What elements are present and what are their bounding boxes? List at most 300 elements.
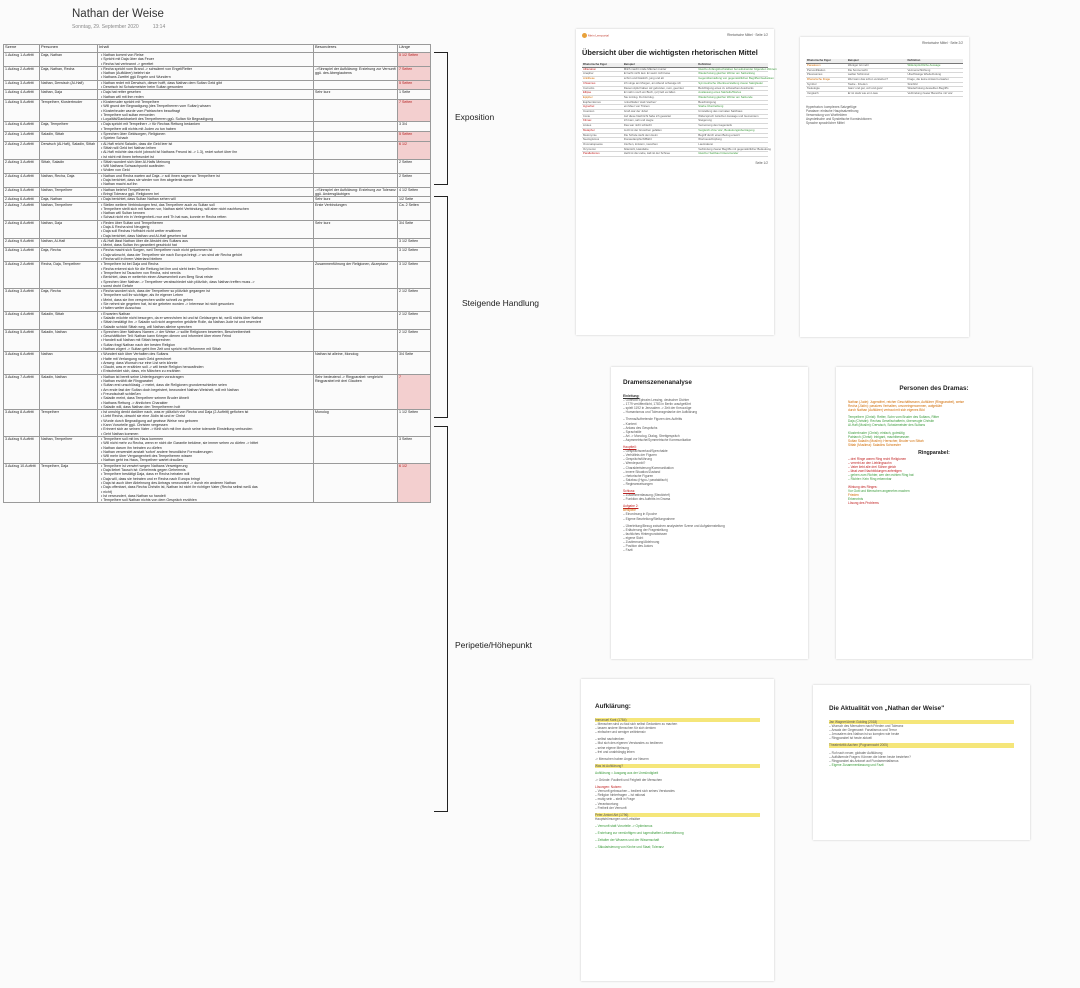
special-cell [314,289,398,311]
logo-icon [582,33,587,38]
table-row[interactable] [4,132,431,142]
scene-cell: 2.Aufzug 2.Auftritt [4,141,40,159]
text-line: – innere Situation/Zustand [623,469,661,474]
content-bullet: • Daja soll Rechas Hoffnicht nicht weiter erwähnen [101,229,312,233]
mini-cell: Weniger ist mehr [847,63,907,68]
thumbnail-stilmittel-page2[interactable] [800,37,969,337]
content-bullet: • Loyalität/Dankbarkeit des Tempelherren ggü. Sultan für Begnadigung [101,117,312,121]
text-line: – Charakterisierung/Kommunikation [623,465,674,470]
table-row[interactable] [4,66,431,80]
content-cell [98,238,314,248]
scene-cell: 2.Aufzug 9.Auftritt [4,238,40,248]
mini-table-row [582,152,768,157]
content-bullet: • Sprechen über Geldsorgen, Religionen [101,132,312,136]
content-bullet: • Nathan ist bereit seine Unterlegungen vorzutragen [101,375,312,379]
content-bullet: • Meint, dass sie ihm versprechen wollte schnell zu gehen [101,298,312,302]
text-line: – fachliches Hintergrundwissen [623,531,668,536]
content-bullet: • Wollen von Geld [101,168,312,172]
content-bullet: • Daja spricht mit Tempelherr -> für Rechas Rettung bedanken [101,122,312,126]
content-bullet: • Daja berichtet, dass Nathan und Al-Hafi gesehen hat [101,234,312,238]
content-bullet: • Sultan erst unschlüssig -> meint, dass die Religionen grundverschieden seien [101,383,312,387]
mini-table-row [806,92,963,97]
content-bullet: • Sittah will Geld bei Nathan leihen [101,146,312,150]
persons-cell: Nathan, Daja [40,220,98,238]
content-bullet: • Nathans Rettung -> ähnlichen Charakter [101,401,312,405]
note-title[interactable]: Nathan der Weise [72,8,164,20]
scene-cell: 2.Aufzug 6.Auftritt [4,197,40,202]
mini-column-header: Definition [697,63,768,67]
text-line: – Menschen sind zu faul sich selbst Gedanken zu machen [595,722,678,727]
table-row[interactable] [4,53,431,67]
text-line: Immanuel Kant (1784) [595,718,760,722]
text-line: – Aufklärende Fragen: Können die Ideen heute bestehen? [829,754,911,759]
content-bullet: • Will grund der Begnadigung (des Tempelherren vom Sultan) wissen [101,104,312,108]
content-bullet: • Will mehr über Vergangenheit des Tempelherren wissen [101,454,312,458]
mini-cell: Jetzt ist der Groschen gefallen [623,128,697,133]
content-bullet: • Recha wundert sich, dass der Tempelherr so plötzlich gegangen ist [101,289,312,293]
length-cell: 3/4 Seite [398,352,431,374]
text-line: Theaterkritik Aachen (Pogromnacht 2005) [829,743,1014,747]
persons-cell: Saladin, Sittah [40,132,98,142]
special-cell [314,238,398,248]
table-row[interactable] [4,99,431,121]
bullet-line: Parataxe: einfache Hauptsatzreihung [806,108,859,113]
content-bullet: • Am ende fast der Sultan doch begeistert, bewundert Nathan Weisheit, will mit Nathan [101,388,312,392]
content-bullet: • Daja ist auch über Ablehnung des Antrags verwundert -> durch ein anderen Nathan [101,481,312,485]
column-header: Inhalt [98,45,314,53]
scene-cell: 3.Aufzug 10.Auftritt [4,463,40,503]
bullet-line: Verwendung von Wortfeldern [806,112,848,117]
text-line: – Wunsch des Menschen nach Frieden und Toleranz [829,724,904,729]
mini-cell: Wiederholung desselben Begriffs [906,87,963,92]
content-bullet: • sonst droht Gefahr [101,284,312,288]
special-cell [314,463,398,503]
thumbnail-stilmittel-page1[interactable] [576,29,777,335]
text-line: – Regieanweisungen [623,481,653,486]
text-line: – Einordnung in Epoche [623,512,658,517]
special-cell: Sehr kurz [314,197,398,202]
persons-cell: Nathan, Recha, Daja [40,173,98,187]
scene-cell: 3.Aufzug 4.Auftritt [4,311,40,329]
text-line: Hauptteil: [623,445,637,450]
scene-cell: 1.Aufzug 2.Auftritt [4,66,40,80]
content-cell [98,289,314,311]
content-bullet: • Tempelherr ist bei Daja und Recha [101,262,312,266]
length-cell: 2 1/2 Seiten [398,329,431,351]
special-cell [314,132,398,142]
length-cell: 5 Seiten [398,132,431,142]
thumbnail-aktualitaet[interactable] [813,685,1030,840]
text-line: – Säkularisierung von Kirche und Staat; Toleranz [595,845,664,850]
scene-cell: 2.Aufzug 7.Auftritt [4,202,40,220]
content-cell [98,173,314,187]
special-cell [314,122,398,132]
phase-label-exposition: Exposition [455,112,495,122]
text-line: – Ringparabel als Antwort auf Fundamentalismus [829,758,899,763]
text-line: -> Menschen haben Angst vor Neuem [595,756,649,761]
scene-cell: 2.Aufzug 8.Auftritt [4,220,40,238]
text-line: Ringparabel: [918,449,950,456]
content-bullet: • Recha spricht vom Brand -> schwärmt von Engel/Retter [101,67,312,71]
mini-cell: Rhetorische Frage [806,77,847,82]
scene-table[interactable] [3,44,431,503]
content-bullet: • Derwisch ist Schatzmeister beim Sultan geworden [101,85,312,89]
mini-cell: Wiederholung gleicher Wörter am Satzende [697,95,768,100]
text-line: – Verantwortung [595,801,619,806]
content-bullet: • Halten weiter Ausschau [101,306,312,310]
table-row[interactable] [4,374,431,409]
stilmittel-header-right: Rhetorische Mittel · Seite 1/2 [727,33,768,37]
content-cell [98,53,314,67]
content-bullet: • Tempelherr stellt sich mit Namen vor, Nathan sieht Verbindung, will aber nicht nachforschen [101,207,312,211]
text-line: – gehen zum Richter, wer den echten Ring hat [848,473,914,478]
text-line: – Zusammenfassung (Steckbrief) [623,493,670,498]
text-line: -> Gründe: Faulheit und Feigheit der Menschen [595,778,663,783]
content-cell [98,352,314,374]
table-row[interactable] [4,220,431,238]
mini-cell: Wiederholung gleicher Wörter am Satzanfang [697,72,768,77]
table-row[interactable] [4,122,431,132]
text-line: – Erläuterung der Fragestellung [623,527,668,532]
content-bullet: • Nathan verwendet anstatt 'sofort' andere freundliche Formulierungen [101,450,312,454]
mini-cell: Sinnbild [906,82,963,87]
content-bullet: • Erinnert sich an seinen Vater -> fühlt sich mit ihm durch seine tolerante Einstellung verbunden [101,427,312,431]
length-cell: 2 1/2 Seiten [398,289,431,311]
mini-cell: Überflüssige Wiederholung [906,73,963,78]
text-line: – Position des Autors [623,544,653,549]
scene-cell: 3.Aufzug 7.Auftritt [4,374,40,409]
content-bullet: • Geht Nathan kommen [101,432,312,436]
scene-cell: 1.Aufzug 3.Auftritt [4,80,40,90]
content-cell [98,66,314,80]
content-bullet: • Recha will in ihrem Vaterland bleiben [101,257,312,261]
thumbnail-dramenszenenanalyse[interactable] [611,367,808,659]
text-line: – lässt zwei Nachbildungen anfertigen [848,469,902,474]
content-cell [98,159,314,173]
text-line: – lassen andere Menschen für sich denken [595,726,656,731]
text-line: – 1779 veröffentlicht, 1783 in Berlin uraufgeführt [623,402,691,407]
text-line: – drei Ringe waren Ring recht Religionen [848,456,907,461]
table-row[interactable] [4,80,431,90]
content-bullet: • Nathan redet mit Derwisch, dieser hofft, dass Nathan dem Sultan Geld gibt [101,81,312,85]
special-cell [314,99,398,121]
persons-cell: Nathan, Tempelherr [40,436,98,463]
exposition-bracket [434,52,448,185]
content-bullet: • Anweg: dass Wunsch nur eine List sein könnte [101,361,312,365]
content-bullet: • Glaubt, was er erzählen soll -> will beste Religion herausfinden [101,365,312,369]
content-bullet: • Schaut nicht ein in Verlegenheit->nur weil Th hat was, konnte er Recha retten [101,215,312,219]
length-cell: 5 1/2 Seiten [398,53,431,67]
table-row[interactable] [4,90,431,100]
text-line: – mutig sein – stellt in Frage [595,797,635,802]
thumbnail-aufklaerung[interactable] [581,679,774,981]
content-bullet: • Nathan (Aufklärer) belehrt sie [101,71,312,75]
mini-cell: Verbindung zweier Begriffe mit gegensätzlicher Bedeutung [698,146,771,151]
mini-cell: bittersüß, Hassliebe [623,147,697,152]
text-line: – Gesprächsverlauf/Sprechakte [623,449,668,454]
dramenszenen-title: Dramenszenenanalyse [623,379,692,386]
text-line: – vererbt an den Lieblingssohn [848,461,892,466]
note-date-text: Sonntag, 29. September 2020 [72,24,139,30]
text-line: Peter-Antoni Abt (1796) [595,813,760,817]
content-bullet: • Nathan macht auf ihn [101,182,312,186]
mini-cell: Alliteration [582,67,623,72]
scene-cell: 3.Aufzug 8.Auftritt [4,410,40,437]
mini-column-header: Beispiel [623,63,697,67]
table-row[interactable] [4,262,431,289]
mini-table-row [806,77,963,82]
text-line: Sultan Saladin (Muslim): Herrscher, Bruder von Sittah [848,438,924,443]
text-line: Klosterbruder (Christ): einfach, gutmütig [848,430,905,435]
content-bullet: • Nathan erzählt die Ringparabel [101,379,312,383]
thumbnail-personen[interactable] [836,367,1032,659]
mini-cell: Metapher [582,128,623,133]
special-cell [314,80,398,90]
mini-cell: Starke Übertreibung [697,105,768,110]
table-row[interactable] [4,289,431,311]
content-bullet: • Reden über Sultan und Tempelherren [101,221,312,225]
aktualitaet-body [829,720,1014,767]
special-cell [314,329,398,351]
note-date [72,24,165,30]
aufklaerung-title: Aufklärung: [595,703,631,710]
mini-cell: Inversion [582,110,623,115]
persons-cell: Saladin, Nathan [40,374,98,409]
text-line: Wirkung des Ringes: [848,484,878,489]
content-bullet: • Tempelherr ist verwirrt wegen Nathans Verweigerung [101,464,312,468]
table-row[interactable] [4,352,431,374]
content-bullet: • Will nicht mehr zu Recha, wenn er nicht die Garantie bekäme, sie immer sehen zu dürfen -> bittet [101,441,312,445]
text-line: – Vernunft gebrauchen – bedient sich seines Verstandes [595,789,675,794]
bullet-line: Hyperbaton: komplexes Satzgefüge [806,104,857,109]
content-cell [98,374,314,409]
content-bullet: • ist nicht mit ihnen befreundet ist [101,155,312,159]
text-line: – Gotthold Ephraim Lessing, deutscher Dichter [623,398,690,403]
persons-cell: Tempelherr, Klosterbruder [40,99,98,121]
table-row[interactable] [4,436,431,463]
length-cell: 1 Seite [398,90,431,100]
text-line: Aufklärung = Ausgang aus der Unmündigkeit [595,770,659,775]
text-line: – Verhältnis der Figuren [623,453,657,458]
persons-cell: Daja, Tempelherr [40,122,98,132]
persons-cell: Nathan, Al-Hafi [40,238,98,248]
content-bullet: • Sprechen über Nathan -> Tempelherr verabschiedet sich plötzlich, dass Nathan treffen muss -> [101,280,312,284]
table-row[interactable] [4,329,431,351]
length-cell: 6 1/2 [398,463,431,503]
table-row[interactable] [4,187,431,197]
special-cell: ->Sinnspiel der Aufklärung: Erziehung zur Toleranz ggü. Andersgläubigen [315,187,396,196]
content-cell [98,80,314,90]
table-row[interactable] [4,248,431,262]
mini-cell: Anapher [582,72,623,77]
content-bullet: • Daja berichtet, dass sie wieder von ihm abgelenkt wurde [101,178,312,182]
table-row[interactable] [4,173,431,187]
content-bullet: • Erwarten Nathan [101,312,312,316]
content-bullet: • Nathan kommt von Reise [101,53,312,57]
scene-cell: 1.Aufzug 6.Auftritt [4,122,40,132]
text-line: – Gesprächsführung [623,457,652,462]
table-row[interactable] [4,463,431,503]
content-bullet: • Sultan fragt Nathan nach der besten Religion [101,343,312,347]
mini-cell: Paradoxon [806,63,847,68]
mini-cell: Onomatopoesie [582,142,623,147]
text-line: – spielt 1192 in Jerusalem -> Zeit der Kreuzzüge [623,406,692,411]
content-bullet: • Berichtet, dass er weiterhin einen Abwesenheit zum Berg Sinai reiste [101,275,312,279]
mini-cell: Die Sonne lacht [847,68,907,73]
length-cell: 4 1/2 Seiten [398,187,431,197]
content-bullet: • Nathan will mit ihm reden [101,95,312,99]
content-bullet: • Saladin will, dass Nathan den Tempelherren holt [101,405,312,409]
length-cell: 1/2 Seite [398,197,431,202]
persons-cell: Saladin, Nathan [40,329,98,351]
content-cell [98,220,314,238]
text-line: – Vernunft statt Vorurteile -> Optimismus [595,823,653,828]
text-line: – Zustimmung/Ablehnung [623,540,660,544]
mini-cell: Klimax [582,119,623,124]
mini-cell: Widerspruch zwischen Aussage und Gemeintem [697,114,768,119]
text-line: – selbst nachdenken [595,737,625,742]
content-bullet: • Sittah bestätigt ihn -> Saladin soll nicht angenehm geklärte Rolle, da Nathan Jude ist und reserviert [101,320,312,324]
stilmittel2-bullets [806,105,963,125]
table-row[interactable] [4,238,431,248]
text-line: Einleitung: [623,394,640,398]
persons-cell: Tempelherr [40,410,98,437]
persons-cell: Nathan, Tempelherr [40,187,98,197]
persons-cell: Tempelherr, Daja [40,463,98,503]
special-cell: Nathan ist alleine, Monolog [314,352,398,374]
text-line: – Kontext [623,421,637,426]
table-row[interactable] [4,202,431,220]
text-line: Lösung des Problems [848,500,879,505]
text-line: Aufgabe 2: [623,504,639,509]
text-line: – Wendepunkt? [623,461,646,466]
content-bullet: • Daja will, dass sie heiraten und er Recha nach Europa bringt [101,477,312,481]
aktualitaet-title: Die Aktualität von „Nathan der Weise" [829,705,945,712]
content-bullet: • Daja liebet Tausch ist: Geheimnis gegen Geheimnis [101,468,312,472]
text-line: – rhetorische Figuren [623,473,654,478]
mini-cell: Litotes [582,124,623,129]
mini-cell: Ich singe am Morgen, am Abend schweige ich [623,81,697,86]
mini-column-header: Rhetorische Figur [582,63,623,67]
mini-cell: Milch macht müde Männer munter [623,67,697,72]
table-row[interactable] [4,410,431,437]
bullet-line: Sprache sprachlicher Mittel [806,121,845,126]
text-line: – Mut sich des eigenen Verstandes zu bedienen [595,741,663,746]
content-cell [98,436,314,463]
text-line: Lösungen: Nutzen: [595,785,622,790]
scene-cell: 1.Aufzug 4.Auftritt [4,90,40,100]
content-bullet: • Tempelherr soll ihr wichtiger, als ihr eigener Leben [101,293,312,297]
personen-title: Personen des Dramas: [899,385,969,392]
content-bullet: • Kann Vorurteile ggü. Christen vergessen [101,423,312,427]
mini-cell: Er lacht nicht laut. Er weint nicht leise [623,72,697,77]
scene-cell: 3.Aufzug 5.Auftritt [4,329,40,351]
mini-column-header: Beispiel [847,59,907,63]
text-line: Tempelherr (Christ): Retter, Sohn vom Bruder des Sultans, Ritter [848,415,940,420]
text-line: Daja (Christin): Rechas Gesellschafterin, überzeugte Christin [848,419,935,424]
scene-cell: 2.Aufzug 4.Auftritt [4,173,40,187]
mini-cell: Begriff durch einen Bezug ersetzt [697,133,768,138]
mini-cell: schön und hässlich, jung und alt [623,77,697,82]
mini-cell: Metonymie [582,133,623,138]
special-cell [314,53,398,67]
scene-cell: 3.Aufzug 1.Auftritt [4,248,40,262]
content-bullet: • Spielen Schach [101,136,312,140]
table-row[interactable] [4,311,431,329]
text-line: – Jerusalem des Nathan ist so komplex wie heute [829,732,900,737]
persons-cell: Nathan, Daja [40,90,98,100]
content-cell [98,141,314,159]
column-header: Personen [40,45,98,53]
content-bullet: • Spricht mit Daja über das Feuer [101,57,312,61]
content-bullet: • Daja offenbart, dass Recha Christin ist, Nathan ist nicht ihr richtiger Vater (Recha selbst weiß das [101,485,312,489]
content-bullet: • Saladin schickt Sittah weg, will Nathan alleine sprechen [101,325,312,329]
length-cell: 2 Seiten [398,159,431,173]
bullet-line: Asyndetische und Syndetische Konstruktionen [806,117,872,121]
text-line: – Eigene Beurteilung/Stellungnahme [623,516,675,521]
mini-cell: Correctio [582,86,623,91]
mini-cell: Taube - Frieden [847,82,907,87]
content-bullet: • Klosterruder spricht mit Tempelherr [101,100,312,104]
mini-cell: Die Schule steht dem Heim [623,133,697,138]
persons-cell: Daja, Recha [40,289,98,311]
content-bullet: • Sie nehmt sie gegeben hat, ist sie gebeten worden -> Interesse ist nicht gesunken [101,302,312,306]
content-cell [98,463,314,503]
mini-cell: Ich kam, sah und siegte [623,119,697,124]
content-bullet: • Al-Hafi möchte das nicht (obwohl ist Nathans Freund ist -> 1.3), redet sofort über ihn [101,150,312,154]
content-cell [98,262,314,289]
text-line: Beispiele [623,508,636,513]
content-bullet: • Recha macht sich Sorgen, weil Tempelherr noch nicht gekommen ist [101,248,312,252]
length-cell: 5 Seiten [398,80,431,90]
length-cell: 3 1/2 Seiten [398,262,431,289]
mini-cell: Er ist stark wie ein Löwe [847,92,907,97]
text-line: Nathan (Jude): Jugendfrei, reicher Geschäftsmann, Aufklärer (Ringparabel), weise [848,400,965,404]
persons-cell: Recha, Daja, Tempelherr [40,262,98,289]
mini-cell: 'entschlafen' statt 'sterben' [623,100,697,105]
table-row[interactable] [4,159,431,173]
content-bullet: • Tempelherr soll sultan ermorden [101,113,312,117]
content-bullet: • nicht) [101,490,312,494]
mini-cell: Groß war der Jubel [623,110,697,115]
scene-cell: 3.Aufzug 2.Auftritt [4,262,40,289]
persons-cell: Derwisch (Al-Hafi), Saladin, Sittah [40,141,98,159]
text-line: Hauptströmungen und Leitsätze [595,816,641,821]
text-line: Sittah (Muslima): Saladins Schwester [848,442,901,447]
mini-cell: Er nahm noch ein Buch, (er) ließ es fallen [623,91,697,96]
mini-column-header: Definition [906,59,963,63]
length-cell: 3 1/2 Seiten [398,238,431,248]
content-bullet: • Wurde durch Begnadigung auf gewisse Weise neu geboren [101,419,312,423]
content-bullet: • Will Nathans Schwachpunkt ausfinden [101,164,312,168]
stilmittel2-header-right: Rhetorische Mittel · Seite 2/2 [922,41,963,45]
mini-cell: Heiß ist die Liebe, kalt ist der Schnee [623,152,697,157]
length-cell: 6 1/2 [398,141,431,159]
text-line: – Ringparabel ist heute aktuell [829,736,872,741]
mini-cell: Gleiche Anfangsbuchstaben bei aufeinander folgenden Wörtern [698,66,777,71]
length-cell: 1 1/2 Seiten [398,410,431,437]
mini-cell: Wer kann das schon verstehen? [847,77,907,82]
content-bullet: • Daja wünscht, dass der Tempelherr sie nach Europa bringt -> wo sind wir Recha gehört [101,253,312,257]
column-header: Szene [4,45,40,53]
content-bullet: • Nathan geht ins Haus, Tempelherr wartet draußen [101,458,312,462]
mini-cell: Gegenüberstellung von gegensätzlichen Begriffen/Gedanken [698,76,774,81]
table-row[interactable] [4,141,431,159]
mini-cell: Verbindung zweier Bereiche mit 'wie' [906,92,963,97]
table-header-row [4,45,431,53]
mini-cell: Personifikation [806,68,847,73]
content-bullet: • Daja berichtet, dass Sultan Nathan sehen will [101,197,312,201]
